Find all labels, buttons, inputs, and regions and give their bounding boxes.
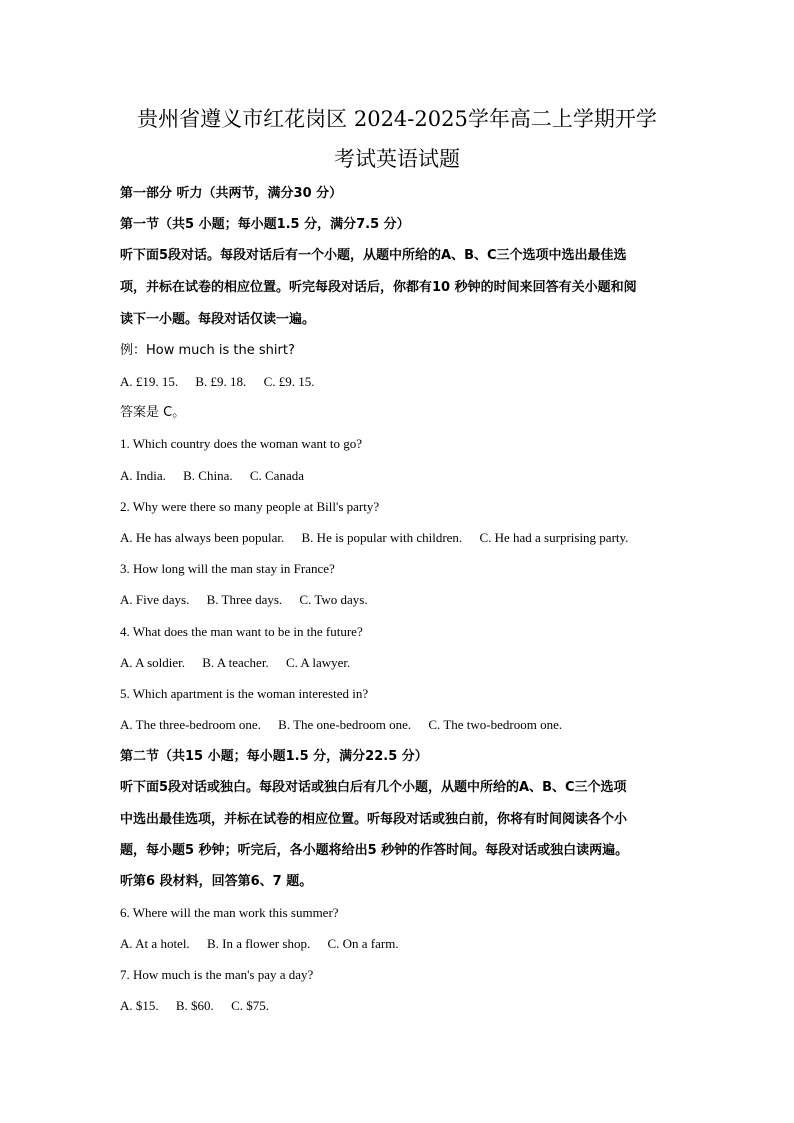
option-c: C. £9. 15. bbox=[263, 374, 315, 389]
question-4-options bbox=[120, 654, 364, 672]
section2-instruction: 听下面5段对话或独白。每段对话或独白后有几个小题，从题中所给的A、B、C三个选项 bbox=[120, 780, 627, 795]
option-b: B. The one-bedroom one. bbox=[278, 717, 412, 732]
option-a: A. At a hotel. bbox=[120, 936, 190, 951]
section2-instruction: 题，每小题5 秒钟；听完后，各小题将给出5 秒钟的作答时间。每段对话或独白读两遍。 bbox=[120, 843, 629, 858]
option-b: B. A teacher. bbox=[202, 655, 269, 670]
question-3: 3. How long will the man stay in France? bbox=[120, 561, 335, 576]
question-7-options bbox=[120, 997, 283, 1015]
question-6-options bbox=[120, 935, 413, 953]
section2-instruction: 中选出最佳选项，并标在试卷的相应位置。听每段对话或独白前，你将有时间阅读各个小 bbox=[120, 812, 628, 827]
question-3-options bbox=[120, 591, 382, 609]
question-1-options bbox=[120, 467, 318, 485]
example-answer: 答案是 C。 bbox=[120, 405, 186, 420]
option-c: C. $75. bbox=[231, 998, 269, 1013]
option-c: C. Canada bbox=[249, 468, 304, 483]
material-note: 听第6 段材料，回答第6、7 题。 bbox=[120, 874, 313, 889]
question-6: 6. Where will the man work this summer? bbox=[120, 905, 339, 920]
option-c: C. On a farm. bbox=[327, 936, 399, 951]
option-b: B. Three days. bbox=[206, 592, 283, 607]
question-2-options bbox=[120, 529, 642, 547]
section2-heading: 第二节（共15 小题；每小题1.5 分，满分22.5 分） bbox=[120, 749, 428, 764]
option-b: B. $60. bbox=[175, 998, 214, 1013]
option-c: C. He had a surprising party. bbox=[479, 530, 629, 545]
option-b: B. In a flower shop. bbox=[206, 936, 311, 951]
title-line-2: 考试英语试题 bbox=[334, 147, 460, 171]
question-2: 2. Why were there so many people at Bill's party? bbox=[120, 499, 380, 514]
example-options bbox=[120, 373, 328, 391]
question-7: 7. How much is the man's pay a day? bbox=[120, 967, 314, 982]
option-b: B. He is popular with children. bbox=[301, 530, 463, 545]
section1-instruction: 读下一小题。每段对话仅读一遍。 bbox=[120, 312, 316, 327]
question-5-options bbox=[120, 716, 576, 734]
option-c: C. Two days. bbox=[299, 592, 368, 607]
option-a: A. A soldier. bbox=[120, 655, 186, 670]
option-a: A. $15. bbox=[120, 998, 159, 1013]
part1-heading: 第一部分 听力（共两节，满分30 分） bbox=[120, 186, 343, 201]
question-5: 5. Which apartment is the woman interested in? bbox=[120, 686, 369, 701]
section1-instruction: 听下面5段对话。每段对话后有一个小题，从题中所给的A、B、C三个选项中选出最佳选 bbox=[120, 248, 627, 263]
option-c: C. A lawyer. bbox=[285, 655, 351, 670]
option-c: C. The two-bedroom one. bbox=[428, 717, 563, 732]
option-a: A. £19. 15. bbox=[120, 374, 179, 389]
title-line-1: 贵州省遵义市红花岗区 2024-2025学年高二上学期开学 bbox=[137, 107, 657, 131]
option-a: A. India. bbox=[120, 468, 166, 483]
question-4: 4. What does the man want to be in the future? bbox=[120, 624, 363, 639]
example-question: 例：How much is the shirt? bbox=[120, 343, 295, 358]
option-b: B. £9. 18. bbox=[195, 374, 247, 389]
option-a: A. The three-bedroom one. bbox=[120, 717, 261, 732]
question-1: 1. Which country does the woman want to go? bbox=[120, 436, 363, 451]
option-a: A. He has always been popular. bbox=[120, 530, 285, 545]
option-a: A. Five days. bbox=[120, 592, 190, 607]
option-b: B. China. bbox=[183, 468, 233, 483]
section1-instruction: 项，并标在试卷的相应位置。听完每段对话后，你都有10 秒钟的时间来回答有关小题和阅 bbox=[120, 280, 637, 295]
section1-heading: 第一节（共5 小题；每小题1.5 分，满分7.5 分） bbox=[120, 217, 410, 232]
